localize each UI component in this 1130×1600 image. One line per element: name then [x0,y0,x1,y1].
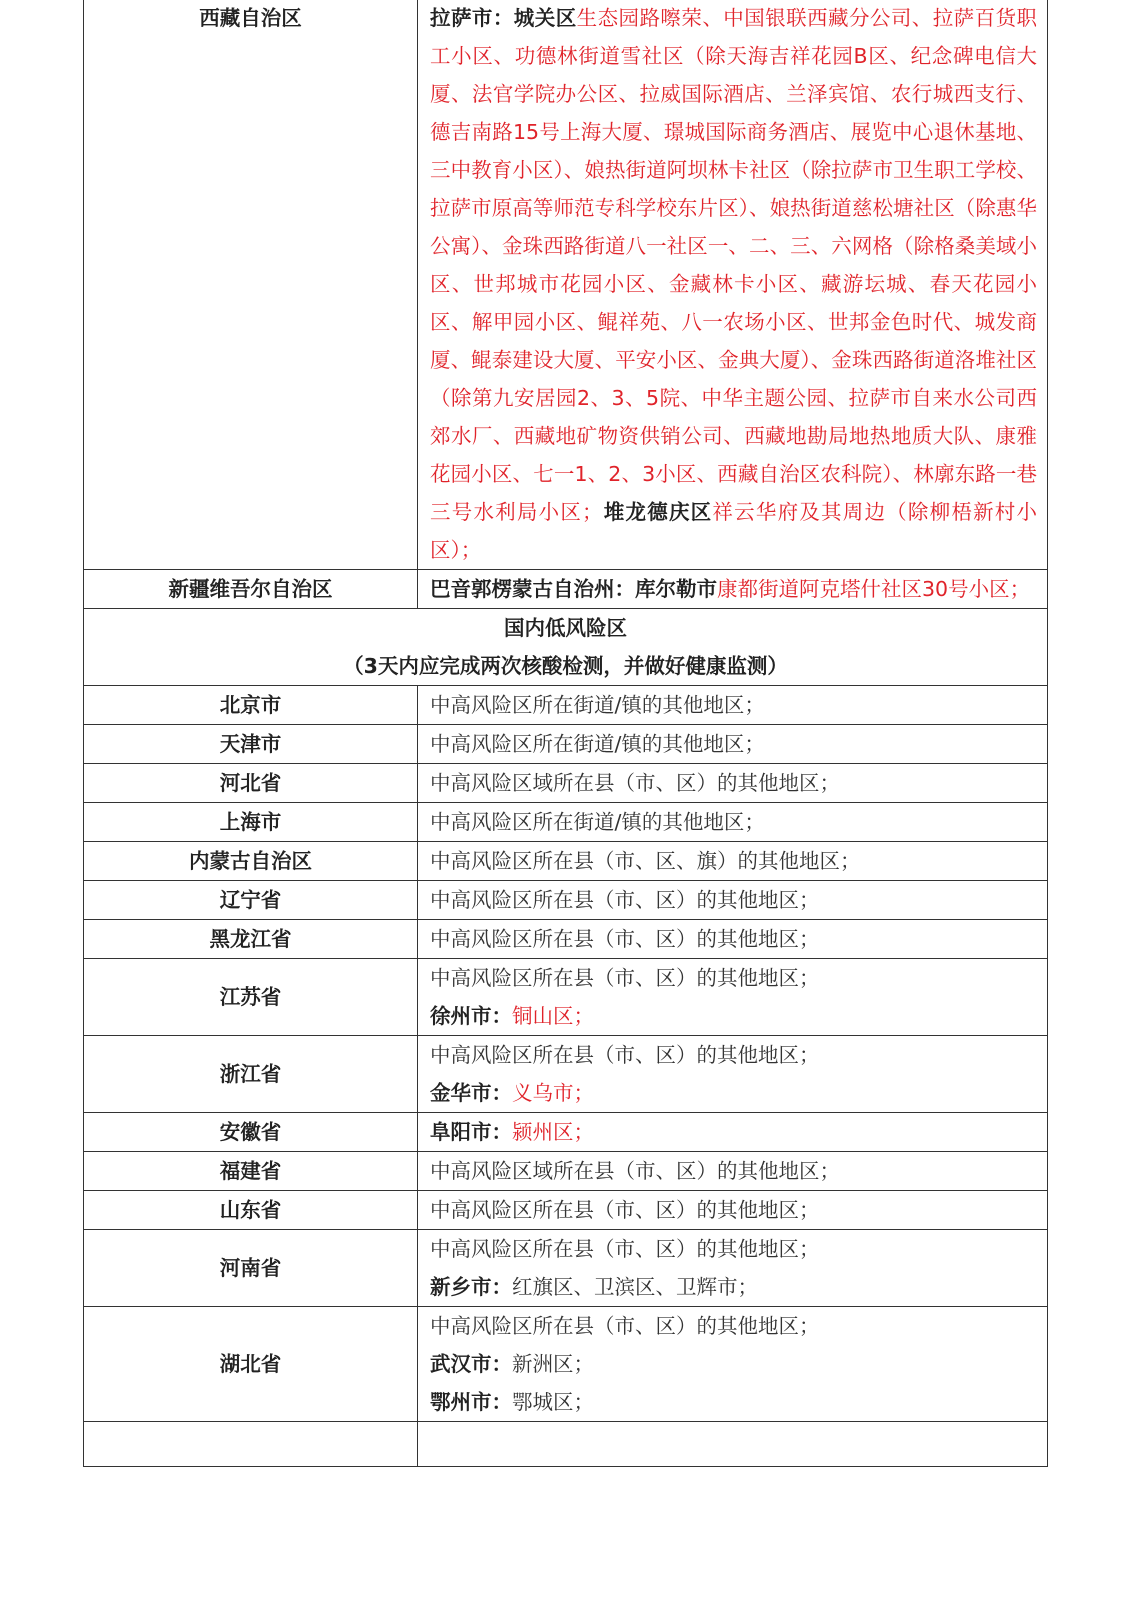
detail-text: 新洲区； [512,1352,594,1376]
detail-line [430,1383,1037,1421]
region-cell: 江苏省 [84,959,418,1036]
region-cell: 浙江省 [84,1036,418,1113]
district-label: 堆龙德庆区 [602,500,713,524]
area-list: 祥云华府及其周边（除柳梧新村小区）； [430,500,1038,562]
detail-cell [418,1191,1048,1230]
detail-cell [418,725,1048,764]
detail-cell [418,920,1048,959]
detail-cell [418,686,1048,725]
detail-line [430,1345,1037,1383]
detail-line [430,803,1037,841]
detail-line [430,1152,1037,1190]
section-title: 国内低风险区 [504,616,627,640]
region-cell: 西藏自治区 [84,0,418,570]
region-cell: 天津市 [84,725,418,764]
table-row [84,1152,1048,1191]
detail-line [430,920,1037,958]
detail-line [430,842,1037,880]
risk-area-table [83,0,1048,1467]
region-cell: 福建省 [84,1152,418,1191]
detail-cell [418,1422,1048,1467]
area-list: 生态园路嚓荣、中国银联西藏分公司、拉萨百货职工小区、功德林街道雪社区（除天海吉祥花园B区、纪念碑电信大厦、法官学院办公区、拉威国际酒店、兰泽宾馆、农行城西支行、德吉南路15号上海大厦、璟城国际商务酒店、展览中心退休基地、三中教育小区）、娘热街道阿坝林卡社区（除拉萨市卫生职工学校、拉萨市原高等师范专科学校东片区）、娘热街道慈松塘社区（除惠华公寓）、金珠西路街道八一社区一、二、三、六网格（除格桑美域小区、世邦城市花园小区、金藏林卡小区、藏游坛城、春天花园小区、解甲园小区、鲲祥苑、八一农场小区、世邦金色时代、城发商厦、鲲泰建设大厦、平安小区、金典大厦）、金珠西路街道洛堆社区（除第九安居园2、3、5院、中华主题公园、拉萨市自来水公司西郊水厂、西藏地矿物资供销公司、西藏地勘局地热地质大队、康雅花园小区、七一1、2、3小区、西藏自治区农科院）、林廓东路一巷三号水利局小区； [430,6,1038,524]
section-header-row [84,609,1048,686]
detail-cell [418,1113,1048,1152]
detail-text: 中高风险区所在县（市、区）的其他地区； [430,888,820,912]
region-cell: 山东省 [84,1191,418,1230]
detail-cell [418,803,1048,842]
region-cell: 辽宁省 [84,881,418,920]
detail-text: 中高风险区所在县（市、区）的其他地区； [430,927,820,951]
table-row [84,1113,1048,1152]
table-row [84,0,1048,570]
section-header [84,609,1048,686]
detail-text: 中高风险区所在街道/镇的其他地区； [430,810,765,834]
detail-line [430,764,1037,802]
district-label: 城关区 [513,6,577,30]
detail-cell [418,1036,1048,1113]
detail-text: 中高风险区所在县（市、区）的其他地区； [430,1237,820,1261]
region-cell: 河南省 [84,1230,418,1307]
detail-cell [418,842,1048,881]
city-label: 武汉市： [430,1352,512,1376]
detail-line [430,881,1037,919]
area-list: 康都街道阿克塔什社区30号小区； [717,577,1031,601]
detail-text: 中高风险区所在县（市、区）的其他地区； [430,966,820,990]
detail-text: 中高风险区所在县（市、区）的其他地区； [430,1198,820,1222]
prefecture-label: 巴音郭楞蒙古自治州：库尔勒市 [430,577,717,601]
section-subtitle: （3天内应完成两次核酸检测，并做好健康监测） [343,654,788,678]
detail-line [430,725,1037,763]
detail-line [430,1074,1037,1112]
detail-line [430,1307,1037,1345]
detail-line [430,686,1037,724]
table-row [84,764,1048,803]
detail-cell [418,764,1048,803]
region-cell: 安徽省 [84,1113,418,1152]
detail-text: 中高风险区所在县（市、区、旗）的其他地区； [430,849,861,873]
detail-line [430,1036,1037,1074]
table-row [84,1422,1048,1467]
table-row [84,920,1048,959]
table-row [84,1191,1048,1230]
area-list: 铜山区； [512,1004,594,1028]
detail-text: 中高风险区域所在县（市、区）的其他地区； [430,771,840,795]
city-label: 金华市： [430,1081,512,1105]
detail-text: 鄂城区； [512,1390,594,1414]
region-cell: 新疆维吾尔自治区 [84,570,418,609]
region-cell: 河北省 [84,764,418,803]
table-row [84,959,1048,1036]
detail-text: 中高风险区所在街道/镇的其他地区； [430,732,765,756]
detail-cell [418,881,1048,920]
detail-cell [418,570,1048,609]
detail-text: 中高风险区域所在县（市、区）的其他地区； [430,1159,840,1183]
detail-text: 中高风险区所在街道/镇的其他地区； [430,693,765,717]
detail-cell [418,1152,1048,1191]
region-cell: 黑龙江省 [84,920,418,959]
table-row [84,1036,1048,1113]
region-cell [84,1422,418,1467]
detail-line [430,1113,1037,1151]
detail-line [430,1268,1037,1306]
area-list: 颍州区； [512,1120,594,1144]
detail-cell [418,1307,1048,1422]
region-cell: 上海市 [84,803,418,842]
table-row [84,725,1048,764]
table-row [84,1230,1048,1307]
city-label: 拉萨市： [430,6,514,30]
detail-cell [418,959,1048,1036]
region-cell: 内蒙古自治区 [84,842,418,881]
city-label: 鄂州市： [430,1390,512,1414]
detail-text: 中高风险区所在县（市、区）的其他地区； [430,1314,820,1338]
detail-line [430,997,1037,1035]
table-row [84,881,1048,920]
table-row [84,842,1048,881]
detail-text: 红旗区、卫滨区、卫辉市； [512,1275,758,1299]
detail-line [430,1191,1037,1229]
region-cell: 湖北省 [84,1307,418,1422]
detail-line [430,959,1037,997]
area-list: 义乌市； [512,1081,594,1105]
detail-text: 中高风险区所在县（市、区）的其他地区； [430,1043,820,1067]
risk-table-body [84,0,1048,1467]
table-row [84,1307,1048,1422]
city-label: 徐州市： [430,1004,512,1028]
region-cell: 北京市 [84,686,418,725]
detail-cell [418,0,1048,570]
table-row [84,570,1048,609]
table-row [84,686,1048,725]
city-label: 阜阳市： [430,1120,512,1144]
table-row [84,803,1048,842]
detail-cell [418,1230,1048,1307]
city-label: 新乡市： [430,1275,512,1299]
detail-line [430,1230,1037,1268]
